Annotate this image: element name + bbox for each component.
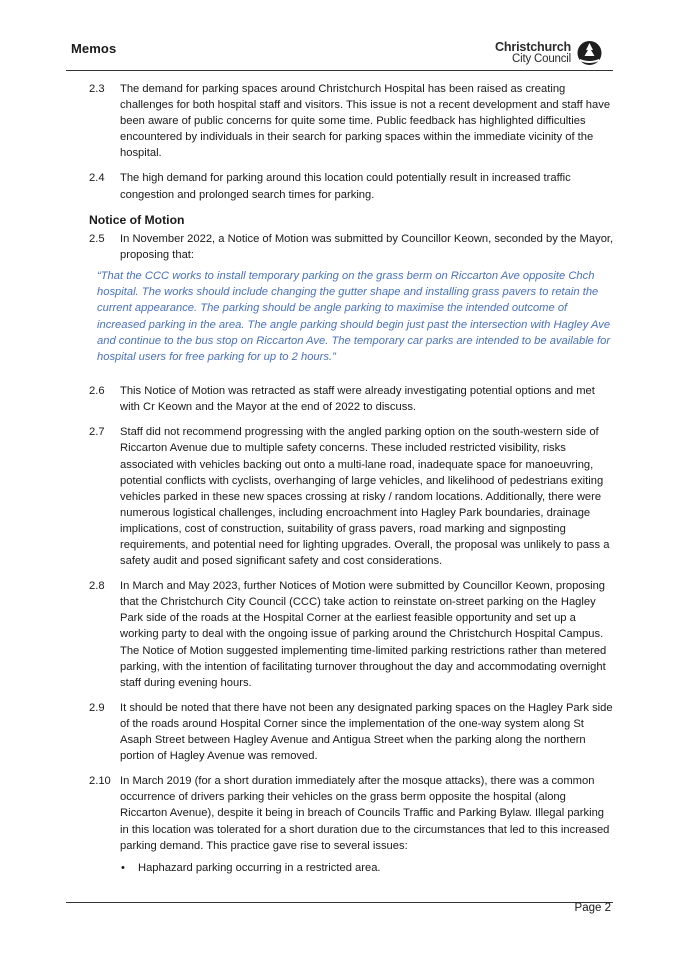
council-emblem-icon bbox=[576, 40, 603, 66]
section-heading: Notice of Motion bbox=[89, 212, 185, 227]
list-item-text: Haphazard parking occurring in a restricted area. bbox=[138, 861, 381, 874]
paragraph-number: 2.8 bbox=[89, 580, 105, 593]
paragraph-2-9 bbox=[89, 700, 614, 764]
memo-body bbox=[89, 81, 614, 876]
header-divider bbox=[66, 70, 613, 71]
paragraph-2-7 bbox=[89, 424, 614, 569]
motion-quote: “That the CCC works to install temporary parking on the grass berm on Riccarton Ave opposite Chch hospital. The works should include changing the gutter shape and installing grass pavers to retain the current appearance. The parking should be angle parking to maximise the intended outcome of increased parking in the area. The angle parking should begin just past the intersection with Hagley Ave and continue to the bus stop on Riccarton Ave. The temporary car parks are intended to be available for hospital users for free parking for up to 2 hours.” bbox=[97, 269, 611, 363]
bullet-icon: • bbox=[121, 861, 125, 874]
paragraph-text: In November 2022, a Notice of Motion was submitted by Councillor Keown, seconded by the Mayor, proposing that: bbox=[120, 232, 614, 261]
page-number: Page 2 bbox=[574, 902, 611, 914]
logo-line-1: Christchurch bbox=[495, 40, 571, 54]
paragraph-2-3 bbox=[89, 81, 614, 161]
paragraph-number: 2.3 bbox=[89, 83, 105, 95]
paragraph-text: In March 2019 (for a short duration immediately after the mosque attacks), there was a common occurrence of drivers parking their vehicles on the grass berm opposite the hospital (along Riccarton Avenue), despite it being in breach of Councils Traffic and Parking Bylaw. Illegal parking in this location was tolerated for a short duration due to the circumstances that led to this increased parking demand. This practice gave rise to several issues: bbox=[120, 775, 610, 852]
paragraph-2-4 bbox=[89, 170, 614, 202]
list-item bbox=[89, 860, 614, 876]
paragraph-text: It should be noted that there have not been any designated parking spaces on the Hagley Park side of the roads around Hospital Corner since the implementation of the one-way system along St Asaph Street between Hagley Avenue and Antigua Street when the parking along the northern portion of Hagley Avenue was removed. bbox=[120, 701, 613, 763]
council-logo bbox=[497, 40, 603, 68]
logo-line-2: City Council bbox=[512, 53, 571, 65]
paragraph-2-6 bbox=[89, 383, 614, 415]
paragraph-2-5 bbox=[89, 231, 614, 263]
footer-divider bbox=[66, 902, 613, 903]
paragraph-text: In March and May 2023, further Notices of Motion were submitted by Councillor Keown, proposing that the Christchurch City Council (CCC) take action to reinstate on-street parking on the Hagley Park side of the roads at the Hospital Corner at the earliest feasible opportunity and set up a working party to deal with the ongoing issue of parking around the Christchurch Hospital Campus. The Notice of Motion suggested implementing time-limited parking restrictions rather than metered parking, with the intention of facilitating turnover throughout the day and accommodating overnight staff during evening hours. bbox=[120, 580, 607, 689]
paragraph-text: Staff did not recommend progressing with the angled parking option on the south-western side of Riccarton Avenue due to multiple safety concerns. These included restricted visibility, risks associated with vehicles backing out onto a multi-lane road, inadequate space for manoeuvring, potential conflicts with cyclists, overhanging of large vehicles, and likelihood of pedestrians exiting vehicles parked in these new spaces crossing at risky / random locations. Additionally, there were numerous logistical challenges, including encroachment into Hagley Park boundaries, drainage implications, cost of construction, suitability of grass pavers, road marking and signposting requirements, and potential need for lighting upgrades. Overall, the proposal was unlikely to pass a safety audit and posed significant safety and cost considerations. bbox=[120, 426, 610, 568]
paragraph-number: 2.5 bbox=[89, 232, 105, 245]
document-title: Memos bbox=[71, 41, 117, 56]
paragraph-text: The high demand for parking around this location could potentially result in increased traffic congestion and prolonged search times for parking. bbox=[120, 172, 571, 201]
paragraph-number: 2.10 bbox=[89, 775, 111, 788]
page-header bbox=[0, 0, 675, 70]
paragraph-text: The demand for parking spaces around Christchurch Hospital has been raised as creating challenges for both hospital staff and visitors. This issue is not a recent development and staff have been aware of public concerns for quite some time. Public feedback has highlighted difficulties encountered by individuals in their search for parking spaces within the immediate vicinity of the hospital. bbox=[120, 83, 611, 160]
paragraph-number: 2.4 bbox=[89, 172, 105, 185]
paragraph-2-10 bbox=[89, 773, 614, 853]
paragraph-2-8 bbox=[89, 578, 614, 691]
paragraph-number: 2.7 bbox=[89, 426, 105, 439]
paragraph-text: This Notice of Motion was retracted as staff were already investigating potential options and met with Cr Keown and the Mayor at the end of 2022 to discuss. bbox=[120, 385, 595, 414]
paragraph-number: 2.6 bbox=[89, 385, 105, 398]
paragraph-number: 2.9 bbox=[89, 701, 105, 714]
